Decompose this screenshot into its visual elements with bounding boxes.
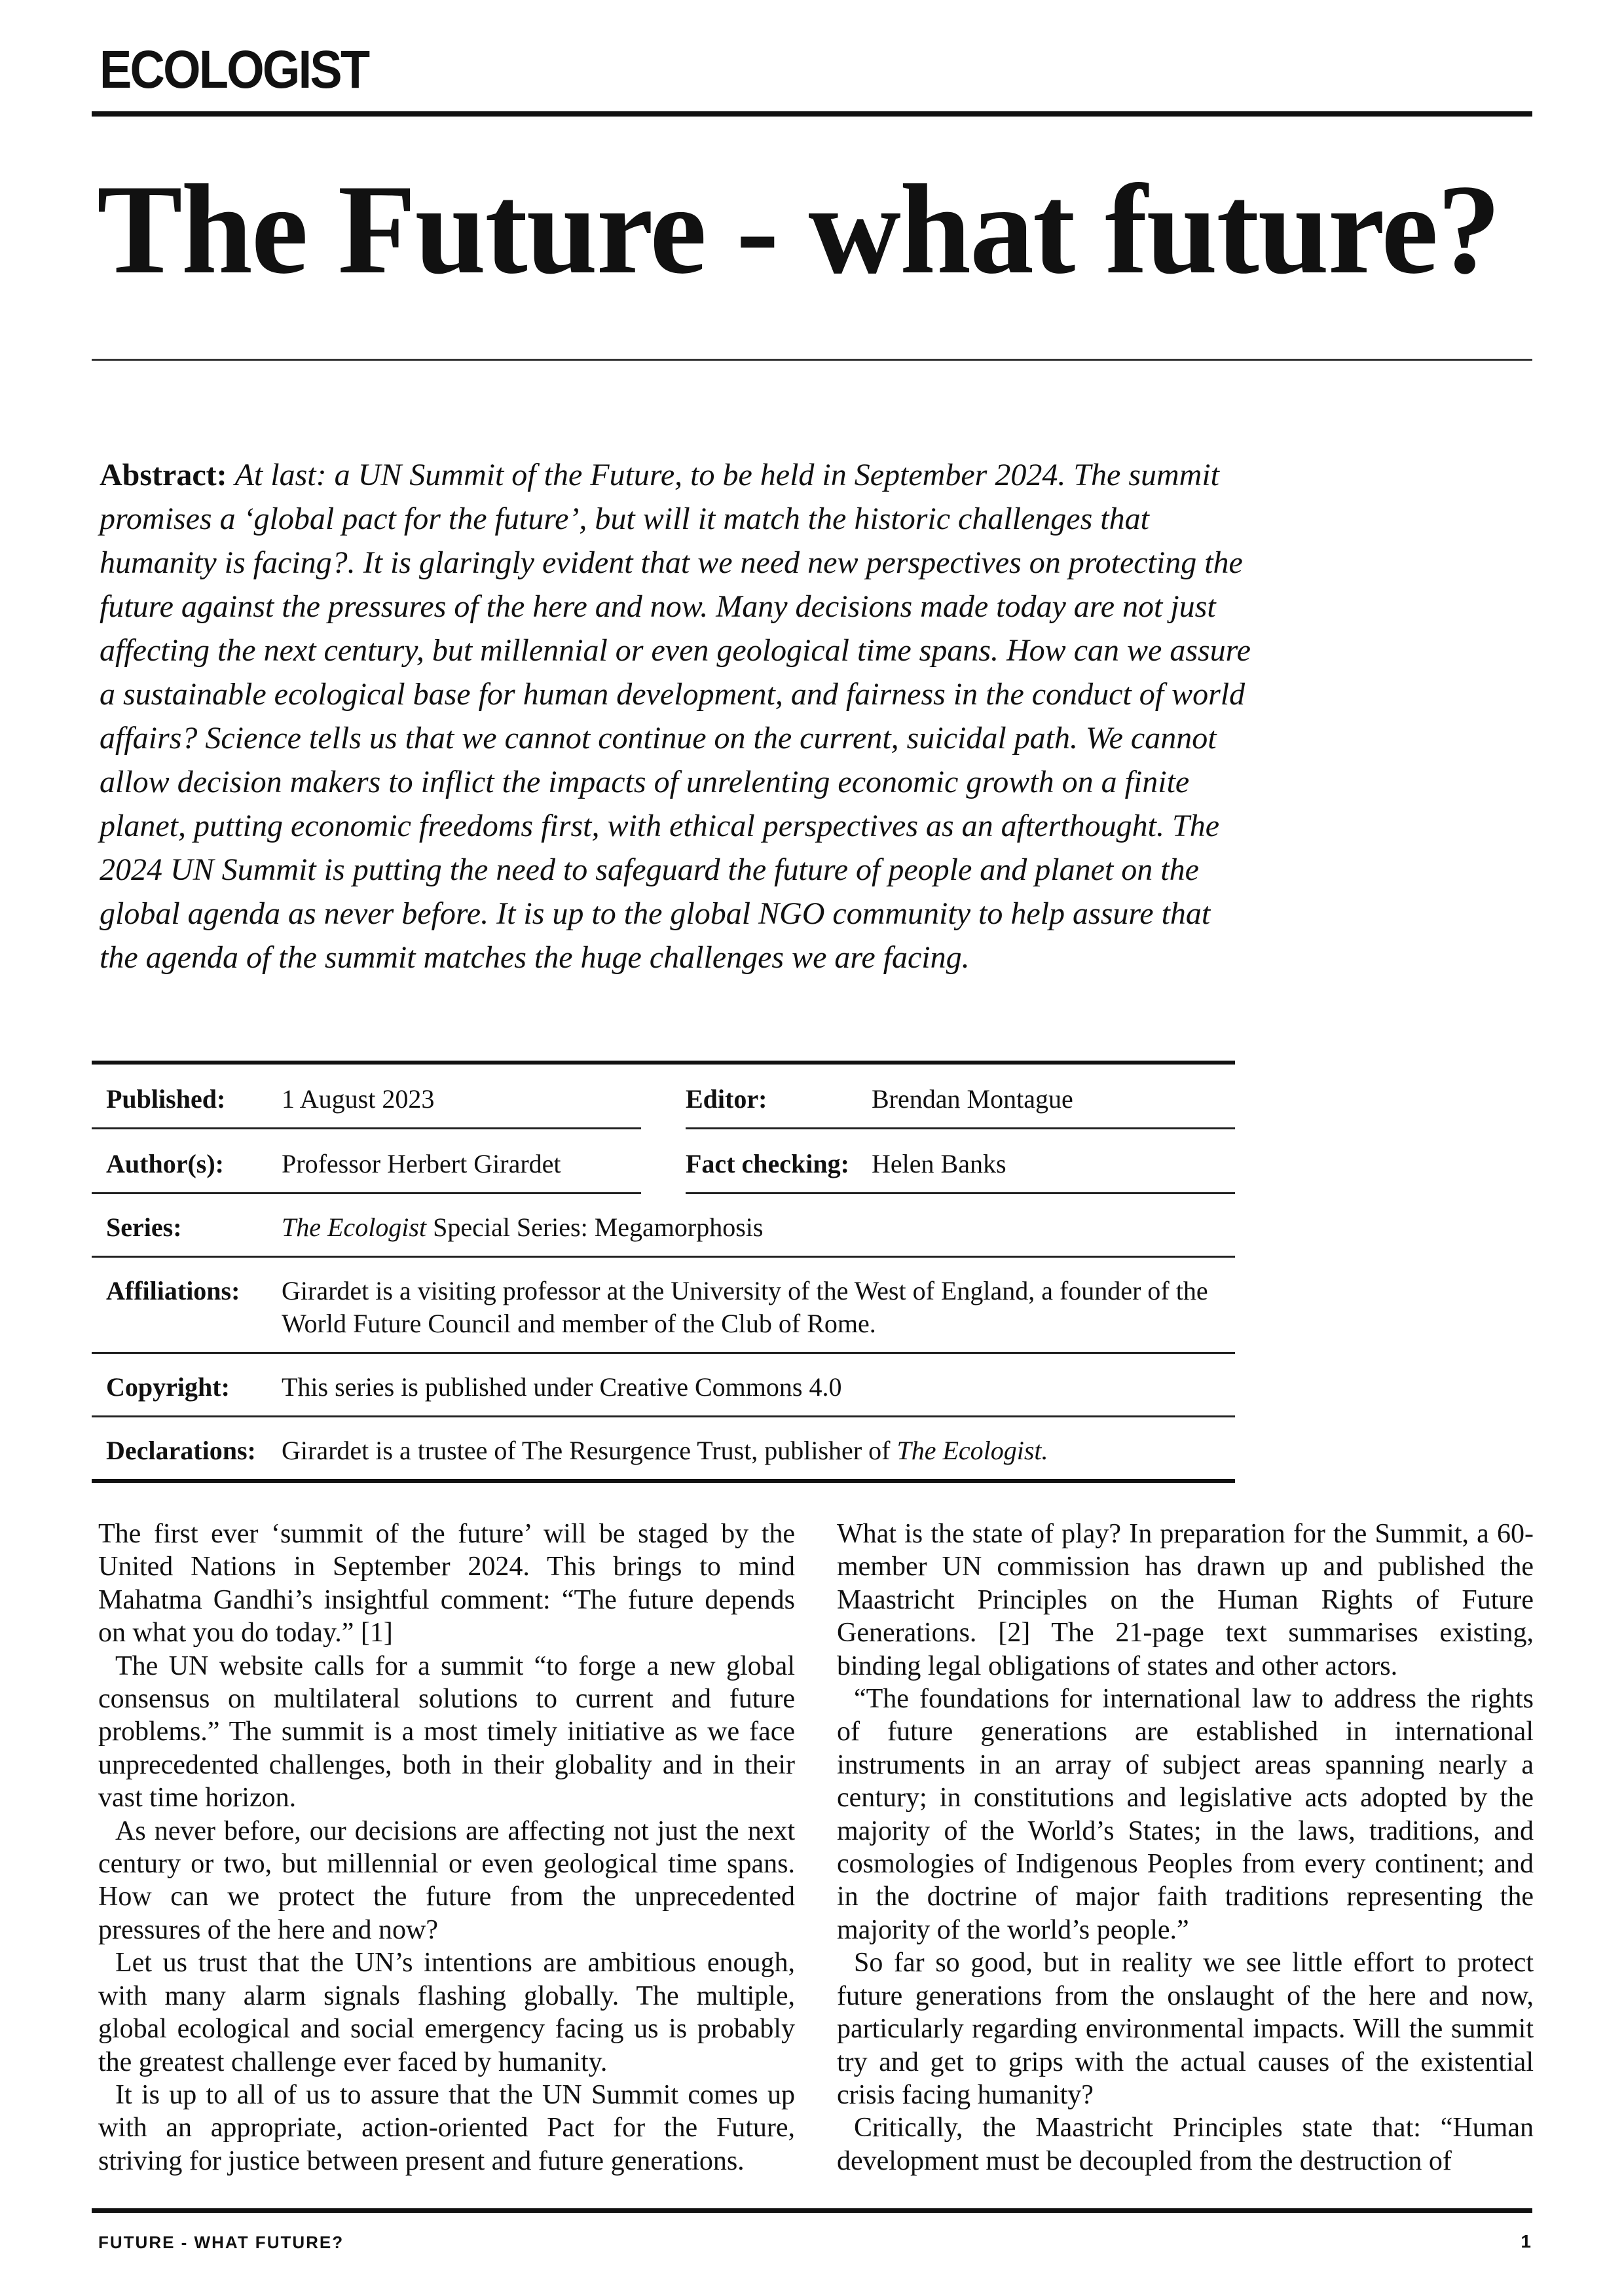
copyright-row xyxy=(92,1354,1235,1417)
page-number: 1 xyxy=(1521,2231,1531,2251)
series-rest: Special Series: Megamorphosis xyxy=(426,1212,764,1242)
series-italic: The Ecologist xyxy=(282,1212,427,1242)
paragraph: What is the state of play? In preparation for the Summit, a 60-member UN commission has drawn up and published the Maastricht Principles on the Human Rights of Future Generations. [2] The 21-page text summarises existing, binding legal obligations of states and other actors. xyxy=(837,1519,1534,1681)
factcheck-value: Helen Banks xyxy=(872,1149,1006,1178)
declarations-text: Girardet is a trustee of The Resurgence Trust, publisher of xyxy=(282,1436,897,1465)
declarations-row xyxy=(92,1417,1235,1479)
factcheck-row xyxy=(686,1129,1235,1194)
metadata-table xyxy=(92,1061,1235,1483)
series-row xyxy=(92,1194,1235,1258)
abstract-label: Abstract: xyxy=(100,458,227,492)
paragraph: So far so good, but in reality we see little effort to protect future generations from the onslaught of the here and now, particularly regarding environmental impacts. Will the summit try and get to grips with the actual causes of the existential crisis facing humanity? xyxy=(837,1948,1534,2110)
metadata-bottom-rule xyxy=(92,1479,1235,1483)
copyright-value: This series is published under Creative Commons 4.0 xyxy=(282,1372,842,1402)
affiliations-label: Affiliations: xyxy=(106,1276,240,1305)
header-rule xyxy=(92,111,1532,117)
authors-label: Author(s): xyxy=(106,1149,224,1178)
copyright-label: Copyright: xyxy=(106,1372,230,1402)
title-rule xyxy=(92,359,1532,361)
factcheck-label: Fact checking: xyxy=(686,1149,849,1178)
authors-row xyxy=(92,1129,641,1194)
editor-label: Editor: xyxy=(686,1084,767,1114)
paragraph: Let us trust that the UN’s intentions are ambitious enough, with many alarm signals flashing globally. The multiple, global ecological and social emergency facing us is probably the greatest challenge ever faced by humanity. xyxy=(98,1948,795,2077)
body-column-left xyxy=(98,1518,795,2178)
paragraph: As never before, our decisions are affecting not just the next century or two, but millennial or even geological time spans. How can we protect the future from the unprecedented pressures of the here and now? xyxy=(98,1815,795,1945)
editor-row xyxy=(686,1065,1235,1129)
series-label: Series: xyxy=(106,1212,182,1242)
affiliations-row xyxy=(92,1258,1235,1354)
body-column-right xyxy=(837,1518,1534,2178)
paragraph: The UN website calls for a summit “to forge a new global consensus on multilateral solutions to current and future problems.” The summit is a most timely initiative as we face unprecedented challenges, both in their globality and in their vast time horizon. xyxy=(98,1650,795,1813)
declarations-label: Declarations: xyxy=(106,1436,256,1465)
paragraph: Critically, the Maastricht Principles state that: “Human development must be decoupled from the destruction of xyxy=(837,2113,1534,2176)
published-label: Published: xyxy=(106,1084,226,1114)
published-value: 1 August 2023 xyxy=(282,1084,435,1114)
abstract-text: At last: a UN Summit of the Future, to be held in September 2024. The summit promises a ‘global pact for the future’, but will it match the historic challenges that humanity is facing?. It is glaringly evident that we need new perspectives on protecting the future against the pressures of the here and now. Many decisions made today are not just affecting the next century, but millennial or even geological time spans. How can we assure a sustainable ecological base for human development, and fairness in the conduct of world affairs? Science tells us that we cannot continue on the current, suicidal path. We cannot allow decision makers to inflict the impacts of unrelenting economic growth on a finite planet, putting economic freedoms first, with ethical perspectives as an afterthought. The 2024 UN Summit is putting the need to safeguard the future of people and planet on the global agenda as never before. It is up to the global NGO community to help assure that the agenda of the summit matches the huge challenges we are facing. xyxy=(100,458,1251,975)
affiliations-value: Girardet is a visiting professor at the University of the West of England, a founder of the World Future Council and member of the Club of Rome. xyxy=(282,1276,1208,1338)
article-body xyxy=(98,1518,1534,2178)
paragraph: “The foundations for international law to address the rights of future generations are established in international instruments in an array of subject areas spanning nearly a century; in constitutions and legislative acts adopted by the majority of the World’s States; in the laws, traditions, and cosmologies of Indigenous Peoples from every continent; and in the doctrine of major faith traditions representing the majority of the world’s people.” xyxy=(837,1684,1534,1945)
editor-value: Brendan Montague xyxy=(872,1084,1073,1114)
abstract xyxy=(100,453,1252,979)
article-title: The Future - what future? xyxy=(97,158,1500,301)
paragraph: It is up to all of us to assure that the UN Summit comes up with an appropriate, action-oriented Pact for the Future, striving for justice between present and future generations. xyxy=(98,2079,795,2176)
authors-value: Professor Herbert Girardet xyxy=(282,1149,561,1178)
declarations-value xyxy=(282,1434,1235,1467)
running-title: FUTURE - WHAT FUTURE? xyxy=(98,2232,344,2252)
published-row xyxy=(92,1065,641,1129)
masthead-logo: ECOLOGIST xyxy=(100,40,369,100)
paragraph: The first ever ‘summit of the future’ will be staged by the United Nations in September 2024. This brings to mind Mahatma Gandhi’s insightful comment: “The future depends on what you do today.” [1] xyxy=(98,1519,795,1649)
footer-rule xyxy=(92,2208,1532,2213)
series-value xyxy=(282,1211,1235,1244)
declarations-italic: The Ecologist. xyxy=(896,1436,1048,1465)
